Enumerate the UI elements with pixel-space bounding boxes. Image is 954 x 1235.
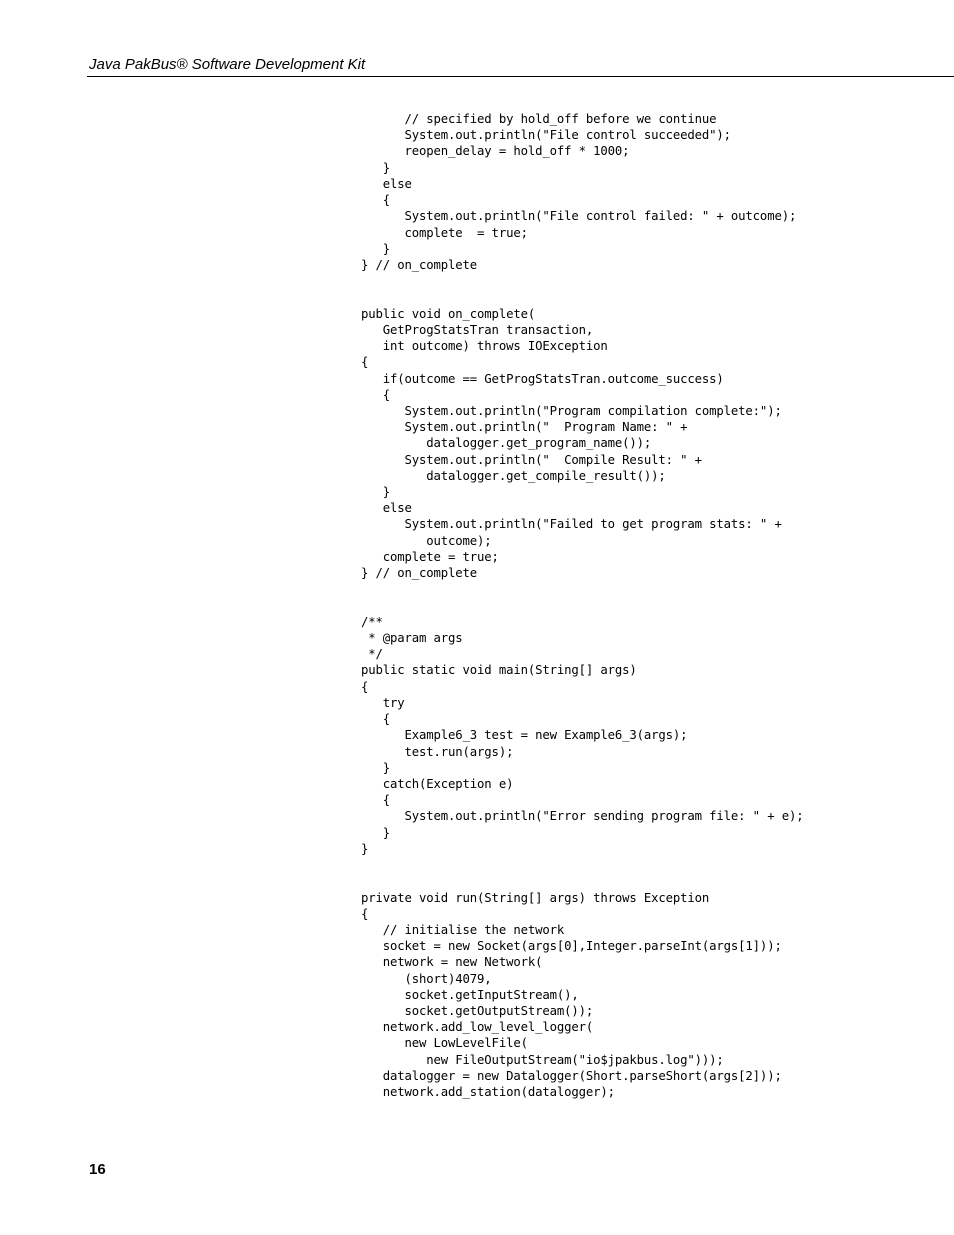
code-line: test.run(args); — [361, 744, 514, 759]
code-line: datalogger = new Datalogger(Short.parseShort(args[2])); — [361, 1068, 782, 1083]
code-line: * @param args — [361, 631, 463, 645]
code-line: reopen_delay = hold_off * 1000; — [361, 144, 630, 159]
code-line: public static void main(String[] args) — [361, 663, 637, 678]
code-line: } — [361, 241, 391, 256]
code-line — [361, 581, 803, 597]
code-line: System.out.println("Program compilation complete:"); — [361, 403, 782, 418]
code-line — [361, 857, 803, 873]
document-header-title: Java PakBus® Software Development Kit — [89, 56, 366, 73]
code-line: socket = new Socket(args[0],Integer.parseInt(args[1])); — [361, 939, 782, 954]
code-line: GetProgStatsTran transaction, — [361, 322, 594, 337]
code-line: } // on_complete — [361, 566, 478, 581]
code-line: else — [361, 501, 412, 516]
code-line: } — [361, 825, 391, 840]
code-line: try — [361, 695, 405, 710]
code-line: catch(Exception e) — [361, 776, 514, 791]
code-line: } // on_complete — [361, 257, 478, 272]
code-line — [361, 873, 803, 889]
code-line: System.out.println("File control succeeded"); — [361, 128, 731, 143]
code-line: { — [361, 355, 369, 370]
code-line: } — [361, 760, 391, 775]
code-line: else — [361, 176, 412, 191]
code-line: new LowLevelFile( — [361, 1036, 528, 1051]
code-line: public void on_complete( — [361, 306, 536, 321]
code-line: network.add_low_level_logger( — [361, 1020, 594, 1035]
code-line: { — [361, 679, 369, 694]
code-line: outcome); — [361, 533, 492, 548]
code-line: new FileOutputStream("io$jpakbus.log"))); — [361, 1052, 724, 1067]
code-line: { — [361, 793, 391, 808]
code-line: } — [361, 160, 391, 175]
code-line: network.add_station(datalogger); — [361, 1085, 615, 1100]
code-line — [361, 273, 803, 289]
code-line — [361, 289, 803, 305]
code-line: if(outcome == GetProgStatsTran.outcome_success) — [361, 371, 724, 386]
code-line: int outcome) throws IOException — [361, 339, 608, 354]
code-line: System.out.println(" Program Name: " + — [361, 420, 688, 435]
code-line: System.out.println("Failed to get program stats: " + — [361, 517, 782, 532]
header-divider — [87, 76, 954, 77]
code-line: } — [361, 841, 369, 856]
code-line: datalogger.get_compile_result()); — [361, 468, 666, 483]
code-line: Example6_3 test = new Example6_3(args); — [361, 728, 688, 743]
code-line — [361, 598, 803, 614]
code-line: // initialise the network — [361, 922, 565, 937]
code-line: complete = true; — [361, 225, 528, 240]
code-line: /** — [361, 614, 383, 629]
code-line: // specified by hold_off before we continue — [361, 112, 717, 126]
code-line: { — [361, 906, 369, 921]
page-number: 16 — [89, 1161, 106, 1178]
code-line: datalogger.get_program_name()); — [361, 436, 652, 451]
code-listing — [361, 111, 803, 1100]
code-line: { — [361, 387, 391, 402]
code-line: { — [361, 193, 391, 208]
code-line: private void run(String[] args) throws Exception — [361, 890, 710, 905]
code-line: System.out.println("File control failed: " + outcome); — [361, 209, 797, 224]
code-line: System.out.println("Error sending program file: " + e); — [361, 809, 804, 824]
code-line: { — [361, 712, 391, 727]
code-line: */ — [361, 647, 383, 662]
code-line: socket.getOutputStream()); — [361, 1004, 594, 1019]
code-line: complete = true; — [361, 549, 499, 564]
code-line: System.out.println(" Compile Result: " + — [361, 452, 702, 467]
code-line: socket.getInputStream(), — [361, 987, 579, 1002]
code-line: (short)4079, — [361, 971, 492, 986]
code-line: network = new Network( — [361, 955, 543, 970]
code-line: } — [361, 485, 391, 500]
